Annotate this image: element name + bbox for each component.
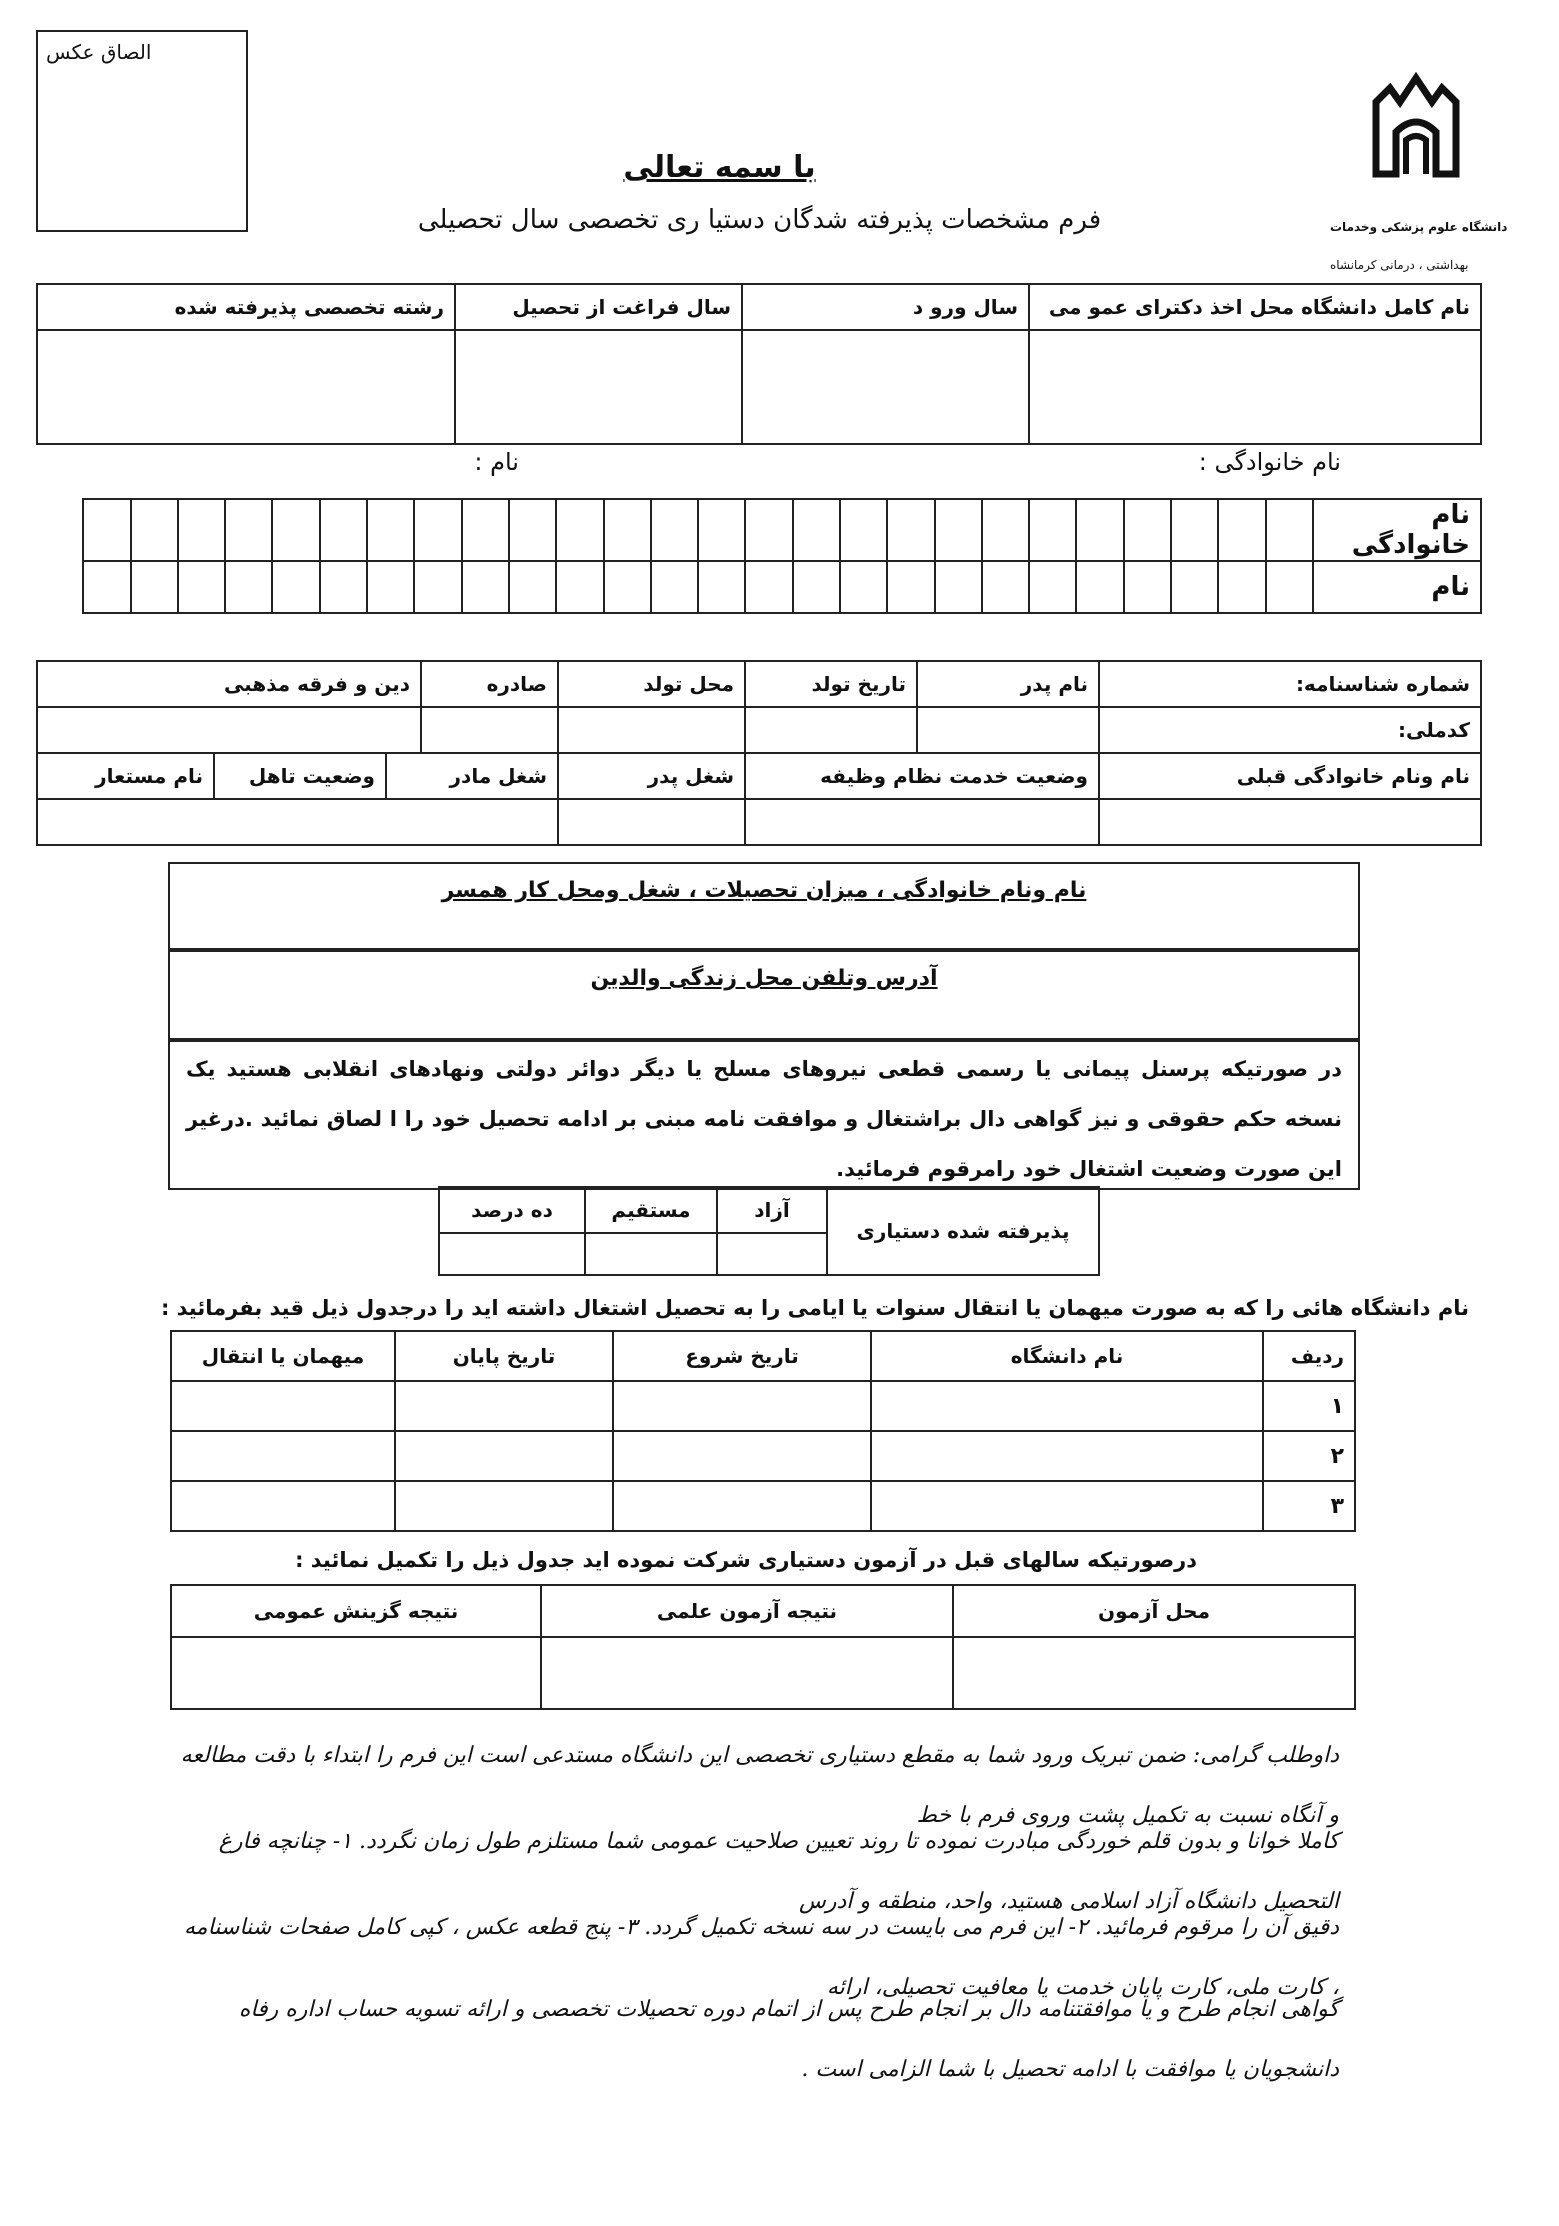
name-char-box[interactable] xyxy=(793,561,840,613)
university-name: دانشگاه علوم پزشکی وخدمات xyxy=(1330,220,1508,234)
label-father-job: شغل پدر xyxy=(558,753,745,799)
parents-address-title: آدرس وتلفن محل زندگی والدین xyxy=(590,966,938,991)
guest-header-type: میهمان یا انتقال xyxy=(171,1331,395,1381)
previous-name-field[interactable] xyxy=(1099,799,1481,845)
family-char-box[interactable] xyxy=(83,499,131,561)
label-religion: دین و فرقه مذهبی xyxy=(37,661,421,707)
guest-header-row: ردیف xyxy=(1263,1331,1355,1381)
name-char-box[interactable] xyxy=(1218,561,1265,613)
edu-graduation-year-field[interactable] xyxy=(455,330,742,444)
guest-header-end: تاریخ پایان xyxy=(395,1331,613,1381)
exam-history-table xyxy=(170,1584,1356,1710)
name-char-box[interactable] xyxy=(509,561,556,613)
exam-header-place: محل آزمون xyxy=(953,1585,1355,1637)
guest-type-field[interactable] xyxy=(171,1381,395,1431)
guest-university-field[interactable] xyxy=(871,1381,1263,1431)
exam-section-title: درصورتیکه سالهای قبل در آزمون دستیاری شرکت نموده اید جدول ذیل را تکمیل نمائید : xyxy=(295,1548,1197,1572)
exam-science-result-field[interactable] xyxy=(541,1637,953,1709)
edu-university-field[interactable] xyxy=(1029,330,1481,444)
admission-type-table xyxy=(438,1186,1100,1276)
name-char-box[interactable] xyxy=(1171,561,1218,613)
guest-start-field[interactable] xyxy=(613,1381,871,1431)
father-job-field[interactable] xyxy=(558,799,745,845)
label-birth-place: محل تولد xyxy=(558,661,745,707)
guest-start-field[interactable] xyxy=(613,1481,871,1531)
edu-header-graduation-year: سال فراغت از تحصیل xyxy=(455,284,742,330)
mother-marital-alias-fields[interactable] xyxy=(37,799,558,845)
guest-end-field[interactable] xyxy=(395,1381,613,1431)
bismillah-heading: با سمه تعالی xyxy=(623,150,816,185)
family-char-box[interactable] xyxy=(367,499,414,561)
label-father-name: نام پدر xyxy=(917,661,1099,707)
education-table xyxy=(36,283,1482,445)
family-char-box[interactable] xyxy=(225,499,272,561)
guest-end-field[interactable] xyxy=(395,1431,613,1481)
family-char-box[interactable] xyxy=(462,499,509,561)
guest-end-field[interactable] xyxy=(395,1481,613,1531)
instruction-line: کاملا خوانا و بدون قلم خوردگی مبادرت نموده تا روند تعیین صلاحیت عمومی شما مستلزم طول زمان نگردد. ۱- چنانچه فارغ التحصیل دانشگاه آزاد اسلامی هستید، واحد، منطقه و آدرس xyxy=(218,1829,1339,1914)
table-row xyxy=(171,1381,1355,1431)
spouse-panel[interactable] xyxy=(168,862,1360,952)
label-issued: صادره xyxy=(421,661,558,707)
instruction-line: گواهی انجام طرح و یا موافقتنامه دال بر انجام طرح پس از اتمام دوره تحصیلات تخصصی و ارائه تسویه حساب اداره رفاه دانشجویان یا موافقت با ادامه تحصیل با شما الزامی است . xyxy=(238,1997,1339,2082)
box-label-name: نام xyxy=(1313,561,1481,613)
exam-selection-result-field[interactable] xyxy=(171,1637,541,1709)
family-char-box[interactable] xyxy=(414,499,461,561)
row2-right-split xyxy=(37,753,558,799)
family-char-box[interactable] xyxy=(178,499,225,561)
name-char-box[interactable] xyxy=(887,561,934,613)
label-id-number: شماره شناسنامه: xyxy=(1099,661,1481,707)
label-military-service: وضعیت خدمت نظام وظیفه xyxy=(745,753,1099,799)
instruction-line: داوطلب گرامی: ضمن تبریک ورود شما به مقطع دستیاری تخصصی این دانشگاه مستدعی است این فرم را ابتداء با دقت مطالعه و آنگاه نسبت به تکمیل پشت وروی فرم با خط xyxy=(180,1743,1339,1828)
family-char-box[interactable] xyxy=(1218,499,1265,561)
employee-note-panel xyxy=(168,1038,1360,1190)
box-label-family: نام خانوادگی xyxy=(1313,499,1481,561)
name-char-box[interactable] xyxy=(367,561,414,613)
exam-header-science-result: نتیجه آزمون علمی xyxy=(541,1585,953,1637)
name-char-box[interactable] xyxy=(745,561,792,613)
family-char-box[interactable] xyxy=(320,499,367,561)
guest-start-field[interactable] xyxy=(613,1431,871,1481)
name-char-box[interactable] xyxy=(83,561,131,613)
guest-header-start: تاریخ شروع xyxy=(613,1331,871,1381)
first-name-label: نام : xyxy=(474,448,519,476)
name-char-box[interactable] xyxy=(556,561,603,613)
photo-label: الصاق عکس xyxy=(46,40,152,64)
name-char-box[interactable] xyxy=(131,561,178,613)
name-char-box[interactable] xyxy=(225,561,272,613)
family-char-box[interactable] xyxy=(131,499,178,561)
guest-section-title: نام دانشگاه هائی را که به صورت میهمان یا انتقال سنوات یا ایامی را به تحصیل اشتغال داشته اید را درجدول ذیل قید بفرمائید : xyxy=(160,1296,1469,1320)
name-char-box[interactable] xyxy=(1076,561,1123,613)
name-char-box[interactable] xyxy=(1029,561,1076,613)
name-char-box[interactable] xyxy=(462,561,509,613)
name-char-box[interactable] xyxy=(1124,561,1171,613)
admission-option-free: آزاد xyxy=(717,1187,827,1233)
photo-box xyxy=(36,30,248,232)
label-alias: نام مستعار xyxy=(95,764,203,788)
admission-ten-percent-checkbox[interactable] xyxy=(439,1233,585,1275)
family-char-box[interactable] xyxy=(604,499,651,561)
guest-universities-table xyxy=(170,1330,1356,1532)
exam-header-selection-result: نتیجه گزینش عمومی xyxy=(171,1585,541,1637)
name-char-box[interactable] xyxy=(1266,561,1313,613)
family-char-box[interactable] xyxy=(698,499,745,561)
family-char-box[interactable] xyxy=(1171,499,1218,561)
admission-free-checkbox[interactable] xyxy=(717,1233,827,1275)
military-service-field[interactable] xyxy=(745,799,1099,845)
exam-place-field[interactable] xyxy=(953,1637,1355,1709)
edu-header-entry-year: سال ورو د xyxy=(742,284,1029,330)
employee-note-text: در صورتیکه پرسنل پیمانی یا رسمی قطعی نیروهای مسلح یا دیگر دوائر دولتی ونهادهای انقلابی هستید یک نسخه حکم حقوقی و نیز گواهی دال براشتغال و موافقت نامه مبنی بر ادامه تحصیل خود را ا لصاق نمائید .درغیر این صورت وضعیت اشتغال خود رامرقوم فرمائید. xyxy=(186,1057,1342,1181)
row-number: ۳ xyxy=(1263,1481,1355,1531)
instruction-line: دقیق آن را مرقوم فرمائید. ۲- این فرم می بایست در سه نسخه تکمیل گردد. ۳- پنج قطعه عکس ، کپی کامل صفحات شناسنامه ، کارت ملی، کارت پایان خدمت یا معافیت تحصیلی، ارائه xyxy=(184,1915,1339,2000)
family-char-box[interactable] xyxy=(1076,499,1123,561)
admission-direct-checkbox[interactable] xyxy=(585,1233,717,1275)
name-char-box[interactable] xyxy=(935,561,982,613)
birth-place-field[interactable] xyxy=(558,707,745,753)
family-char-box[interactable] xyxy=(509,499,556,561)
name-boxes-table xyxy=(82,498,1482,614)
family-char-box[interactable] xyxy=(1124,499,1171,561)
father-name-field[interactable] xyxy=(917,707,1099,753)
name-char-box[interactable] xyxy=(982,561,1029,613)
family-char-box[interactable] xyxy=(1029,499,1076,561)
label-national-code: کدملی: xyxy=(1099,707,1481,753)
family-char-box[interactable] xyxy=(793,499,840,561)
admission-option-ten-percent: ده درصد xyxy=(439,1187,585,1233)
name-char-box[interactable] xyxy=(320,561,367,613)
admission-option-direct: مستقیم xyxy=(585,1187,717,1233)
name-char-box[interactable] xyxy=(272,561,319,613)
label-previous-name: نام ونام خانوادگی قبلی xyxy=(1099,753,1481,799)
name-char-box[interactable] xyxy=(651,561,698,613)
row-number: ۱ xyxy=(1263,1381,1355,1431)
family-char-box[interactable] xyxy=(745,499,792,561)
label-mother-job: شغل مادر xyxy=(386,754,557,798)
family-char-box[interactable] xyxy=(556,499,603,561)
family-char-box[interactable] xyxy=(651,499,698,561)
guest-university-field[interactable] xyxy=(871,1481,1263,1531)
name-char-box[interactable] xyxy=(178,561,225,613)
edu-header-university: نام کامل دانشگاه محل اخذ دکترای عمو می xyxy=(1029,284,1481,330)
name-char-box[interactable] xyxy=(604,561,651,613)
label-marital-status: وضعیت تاهل xyxy=(214,754,386,798)
name-char-box[interactable] xyxy=(698,561,745,613)
edu-header-specialty: رشته تخصصی پذیرفته شده xyxy=(37,284,455,330)
label-birth-date: تاریخ تولد xyxy=(745,661,917,707)
family-char-box[interactable] xyxy=(887,499,934,561)
edu-specialty-field[interactable] xyxy=(37,330,455,444)
religion-field[interactable] xyxy=(37,707,421,753)
family-char-box[interactable] xyxy=(1266,499,1313,561)
spouse-title: نام ونام خانوادگی ، میزان تحصیلات ، شغل ومحل کار همسر xyxy=(441,878,1087,903)
family-name-label: نام خانوادگی : xyxy=(1198,448,1341,476)
guest-university-field[interactable] xyxy=(871,1431,1263,1481)
family-char-box[interactable] xyxy=(935,499,982,561)
row-number: ۲ xyxy=(1263,1431,1355,1481)
guest-header-university: نام دانشگاه xyxy=(871,1331,1263,1381)
guest-type-field[interactable] xyxy=(171,1431,395,1481)
table-row xyxy=(171,1431,1355,1481)
family-char-box[interactable] xyxy=(840,499,887,561)
birth-date-field[interactable] xyxy=(745,707,917,753)
form-title: فرم مشخصات پذیرفته شدگان دستیا ری تخصصی سال تحصیلی xyxy=(417,205,1102,235)
parents-panel[interactable] xyxy=(168,948,1360,1042)
name-char-box[interactable] xyxy=(840,561,887,613)
university-subtitle: بهداشتی ، درمانی کرمانشاه xyxy=(1330,258,1469,272)
table-row xyxy=(171,1481,1355,1531)
family-char-box[interactable] xyxy=(272,499,319,561)
personal-info-table xyxy=(36,660,1482,846)
name-char-box[interactable] xyxy=(414,561,461,613)
admission-label: پذیرفته شده دستیاری xyxy=(827,1187,1099,1275)
issued-field[interactable] xyxy=(421,707,558,753)
family-char-box[interactable] xyxy=(982,499,1029,561)
edu-entry-year-field[interactable] xyxy=(742,330,1029,444)
guest-type-field[interactable] xyxy=(171,1481,395,1531)
